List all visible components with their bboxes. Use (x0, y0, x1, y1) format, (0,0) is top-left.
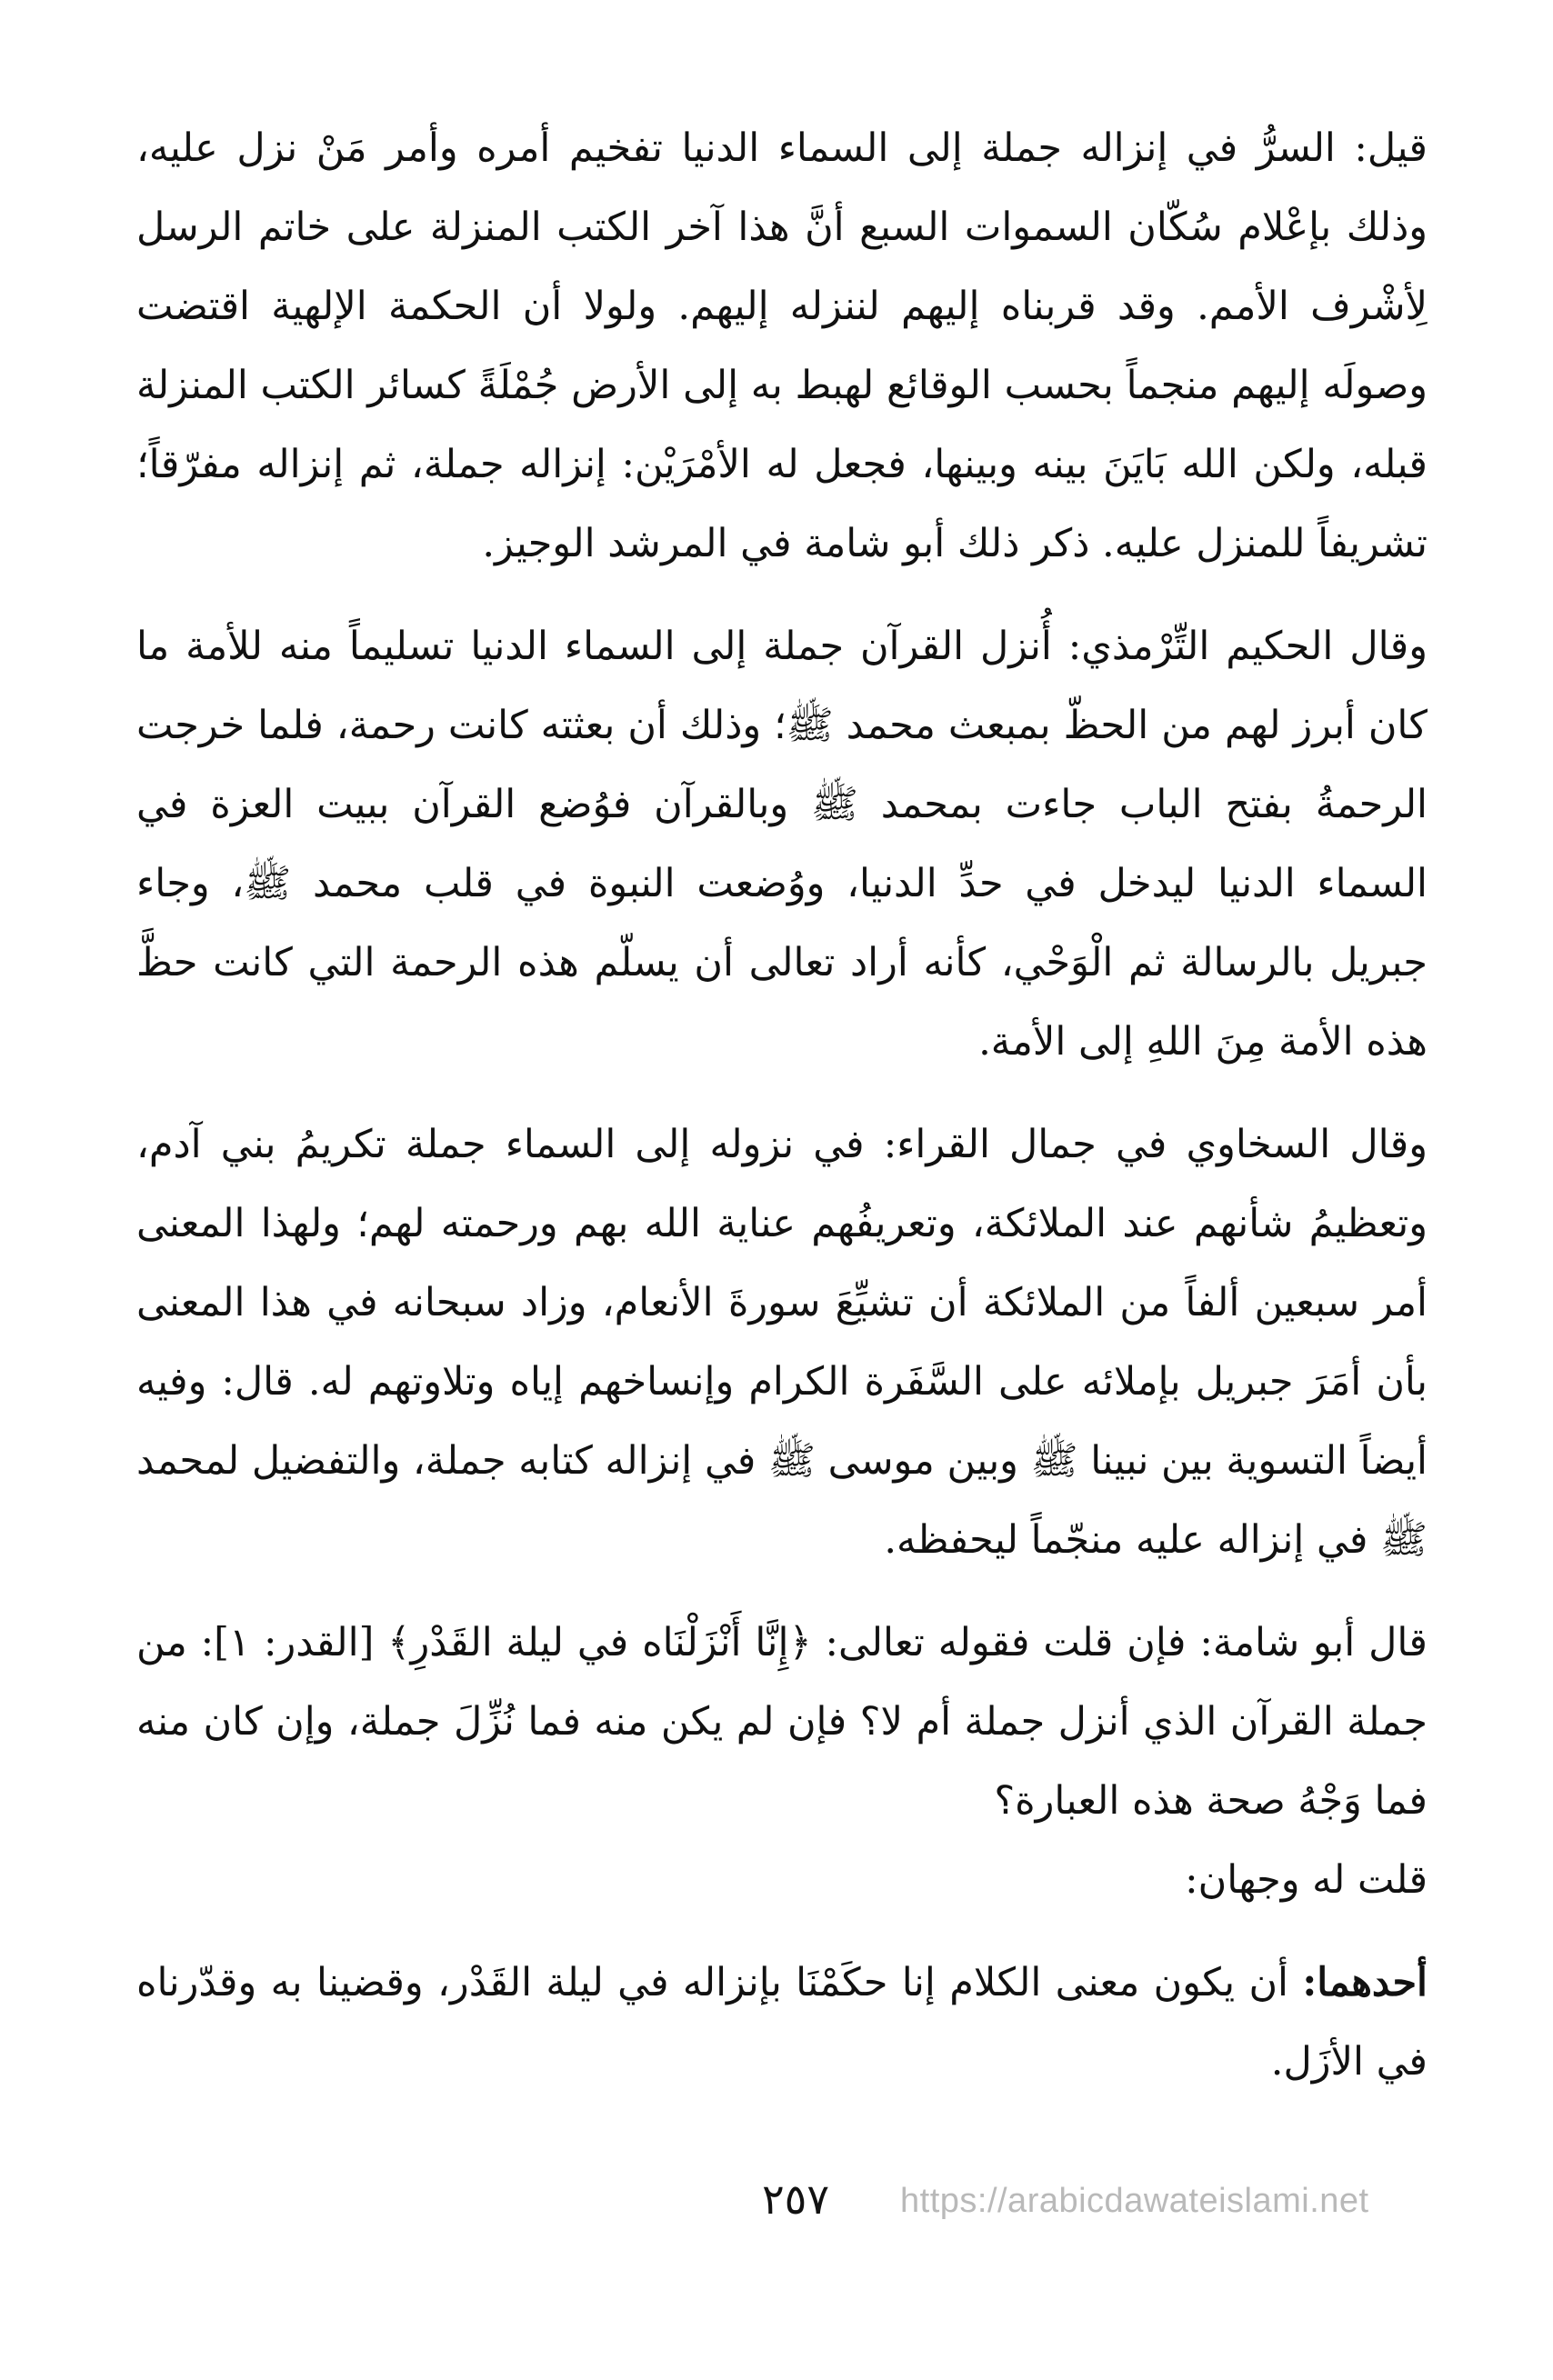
paragraph-first-answer (136, 1944, 1428, 2102)
page-body (136, 109, 1428, 2227)
paragraph-answer-intro: قلت له وجهان: (1185, 1857, 1428, 1903)
paragraph-tirmidhi: وقال الحكيم التِّرْمذي: أُنزل القرآن جملة إلى السماء الدنيا تسليماً منه للأمة ما كان أبرز لهم من الحظّ بمبعث محمد ﷺ؛ وذلك أن بعثته كانت رحمة، فلما خرجت الرحمةُ بفتح الباب جاءت بمحمد ﷺ وبالقرآن فوُضع القرآن ببيت العزة في السماء الدنيا ليدخل في حدِّ الدنيا، ووُضعت النبوة في قلب محمد ﷺ، وجاء جبريل بالرسالة ثم الْوَحْي، كأنه أراد تعالى أن يسلّم هذه الرحمة التي كانت حظَّ هذه الأمة مِنَ اللهِ إلى الأمة. (136, 624, 1428, 1065)
page-number: ٢٥٧ (761, 2175, 830, 2224)
paragraph-lead-term: أحدهما: (1302, 1960, 1428, 2005)
paragraph-first-answer-text: أن يكون معنى الكلام إنا حكَمْنَا بإنزاله في ليلة القَدْر، وقضينا به وقدّرناه في الأزَل. (136, 1960, 1428, 2085)
paragraph-sakhawi-intro: قيل: السرُّ في إنزاله جملة إلى السماء الدنيا تفخيم أمره وأمر مَنْ نزل عليه، وذلك بإعْلام سُكّان السموات السبع أنَّ هذا آخر الكتب المنزلة على خاتم الرسل لِأشْرف الأمم. وقد قربناه إليهم لننزله إليهم. ولولا أن الحكمة الإلهية اقتضت وصولَه إليهم منجماً بحسب الوقائع لهبط به إلى الأرض جُمْلَةً كسائر الكتب المنزلة قبله، ولكن الله بَايَنَ بينه وبينها، فجعل له الأمْرَيْن: إنزاله جملة، ثم إنزاله مفرّقاً؛ تشريفاً للمنزل عليه. ذكر ذلك أبو شامة في المرشد الوجيز. (136, 125, 1428, 566)
paragraph-sakhawi: وقال السخاوي في جمال القراء: في نزوله إلى السماء جملة تكريمُ بني آدم، وتعظيمُ شأنهم عند الملائكة، وتعريفُهم عناية الله بهم ورحمته لهم؛ ولهذا المعنى أمر سبعين ألفاً من الملائكة أن تشيِّعَ سورةَ الأنعام، وزاد سبحانه في هذا المعنى بأن أمَرَ جبريل بإملائه على السَّفَرة الكرام وإنساخهم إياه وتلاوتهم له. قال: وفيه أيضاً التسوية بين نبينا ﷺ وبين موسى ﷺ في إنزاله كتابه جملة، والتفضيل لمحمد ﷺ في إنزاله عليه منجّماً ليحفظه. (136, 1122, 1428, 1563)
paragraph-abu-shama-question: قال أبو شامة: فإن قلت فقوله تعالى: ﴿إِنَّا أَنْزَلْنَاه في ليلة القَدْرِ﴾ [القدر: ١]: من جملة القرآن الذي أنزل جملة أم لا؟ فإن لم يكن منه فما نُزِّلَ جملة، وإن كان منه فما وَجْهُ صحة هذه العبارة؟ (136, 1620, 1428, 1824)
source-watermark: https://arabicdawateislami.net (900, 2182, 1369, 2220)
